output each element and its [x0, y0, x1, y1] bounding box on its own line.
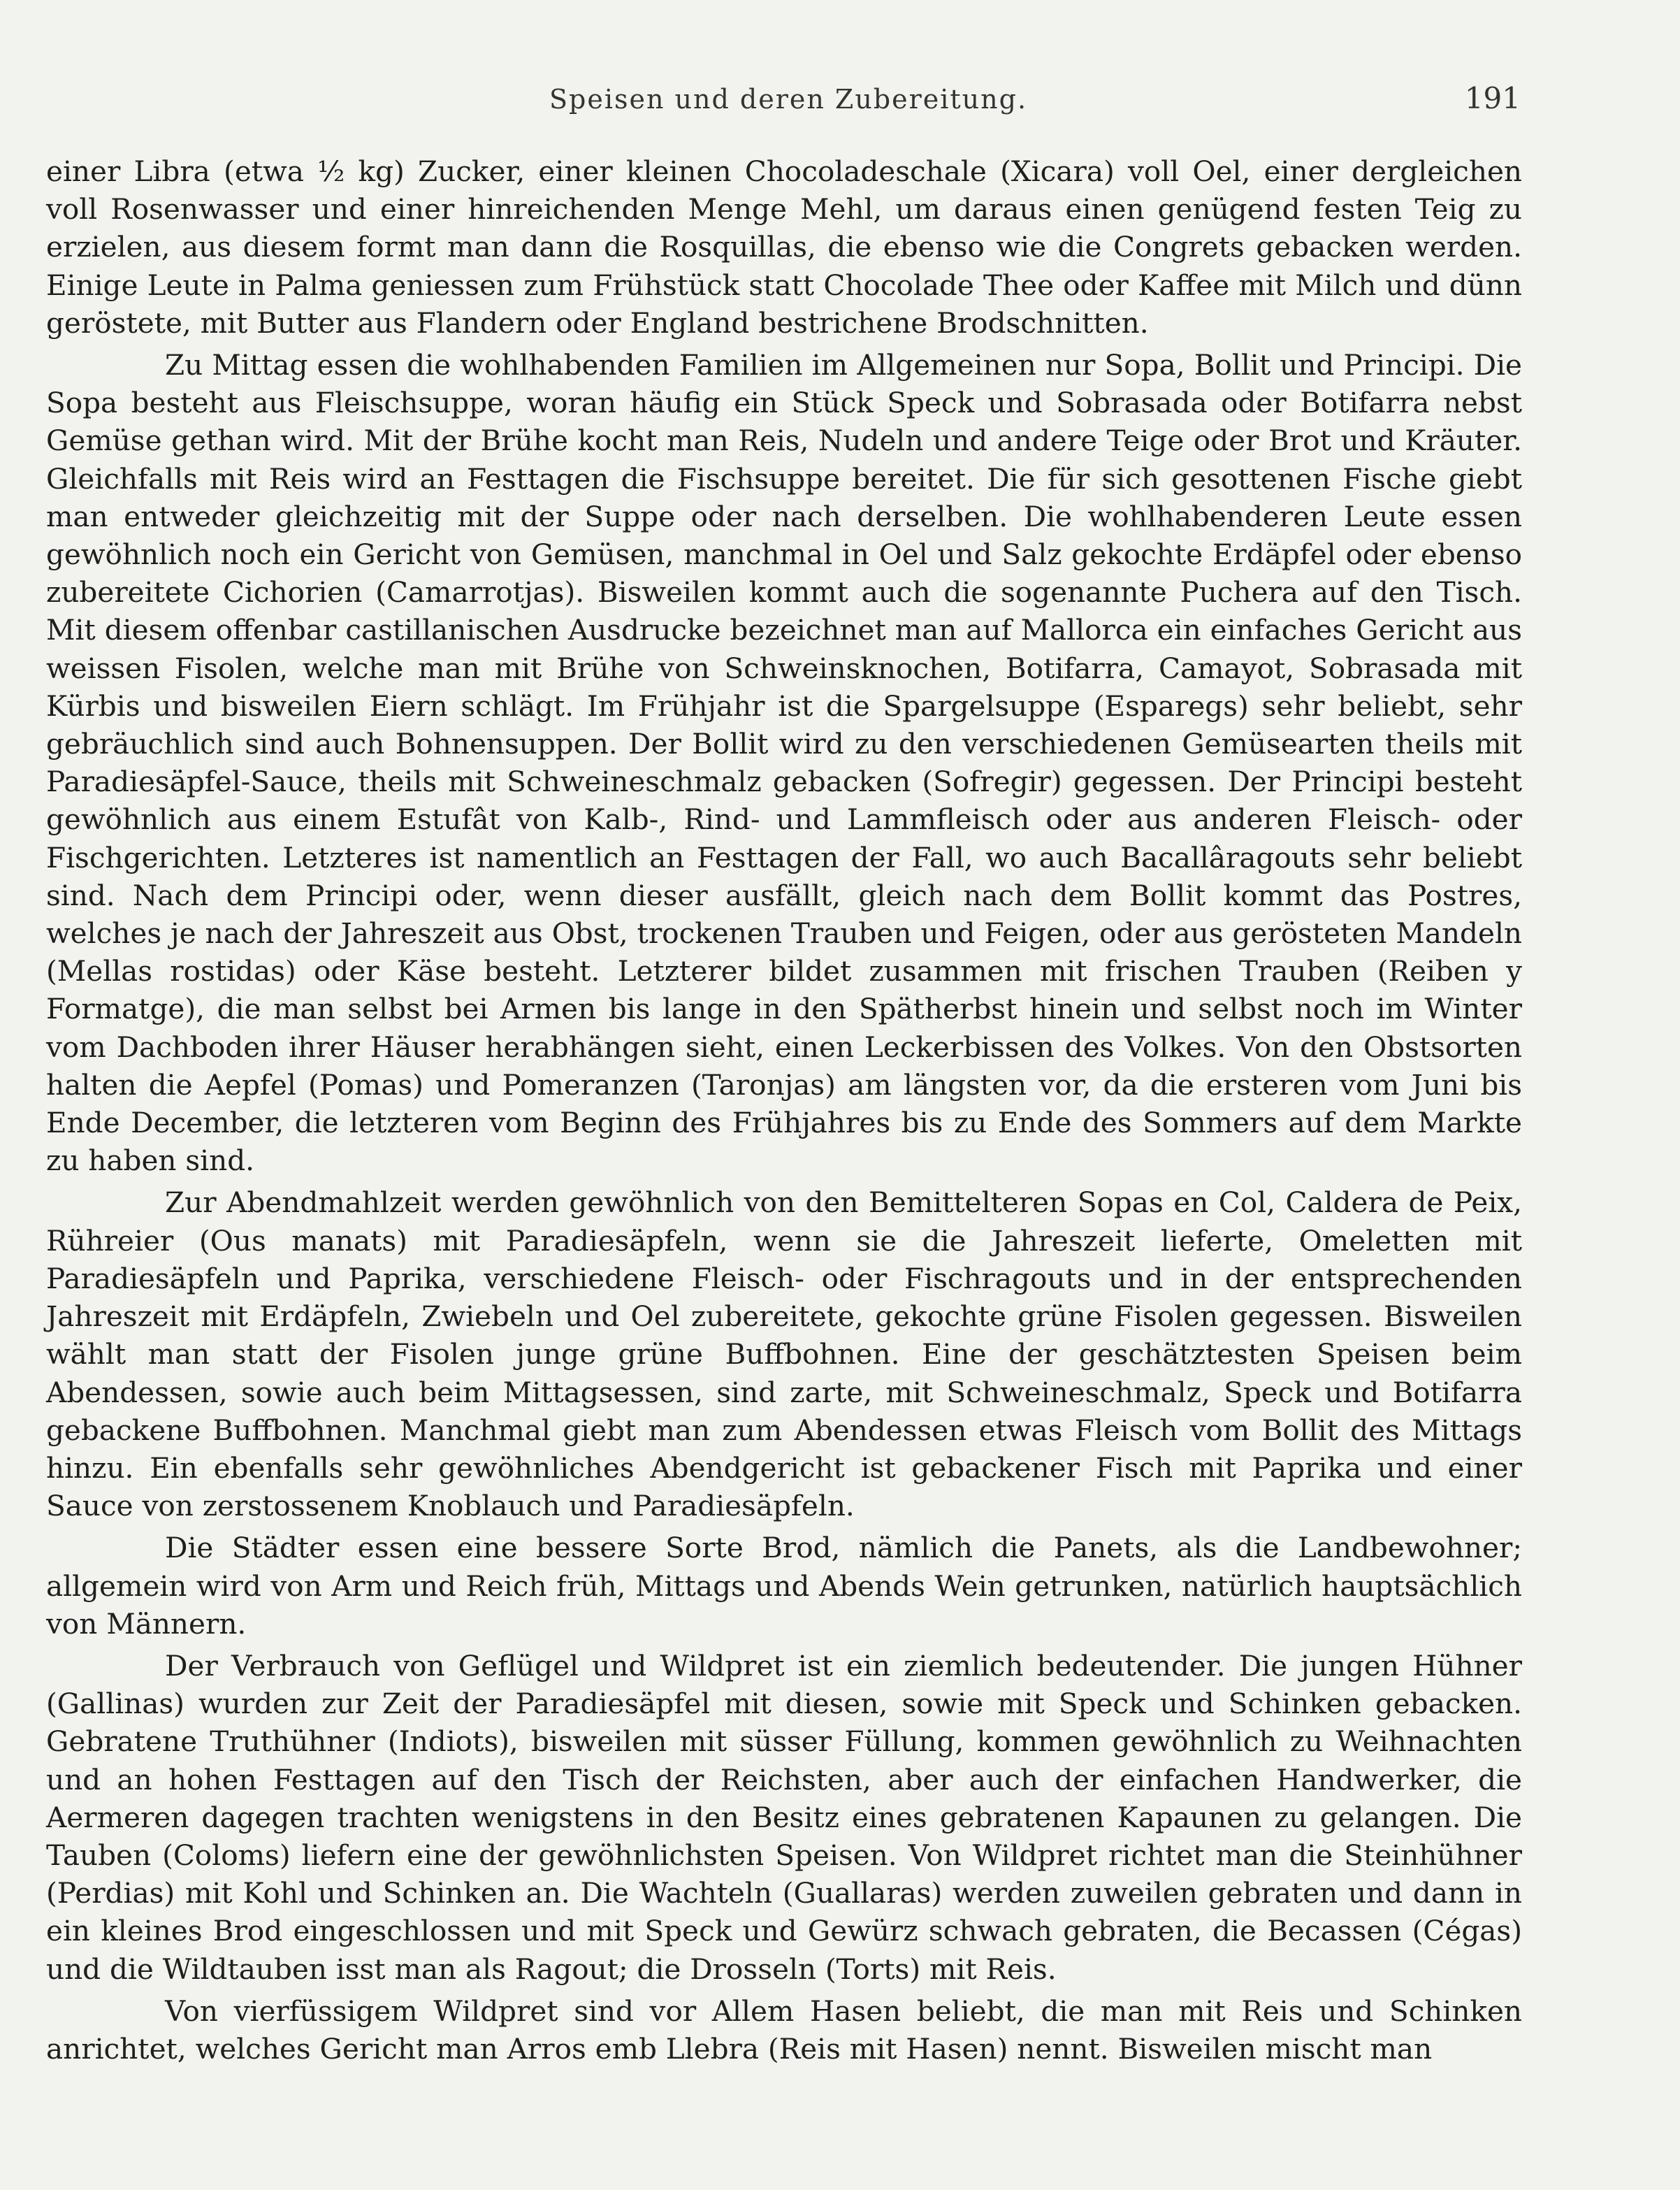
page-header — [46, 81, 1521, 126]
paragraph: Zu Mittag essen die wohlhabenden Familien im Allgemeinen nur Sopa, Bollit und Principi. Die Sopa besteht aus Fleischsuppe, woran häufig ein Stück Speck und Sobrasada oder Botifarra nebst Gemüse gethan wird. Mit der Brühe kocht man Reis, Nudeln und andere Teige oder Brot und Kräuter. Gleichfalls mit Reis wird an Festtagen die Fischsuppe bereitet. Die für sich gesottenen Fische giebt man entweder gleichzeitig mit der Suppe oder nach derselben. Die wohlhabenderen Leute essen gewöhnlich noch ein Gericht von Gemüsen, manchmal in Oel und Salz gekochte Erdäpfel oder ebenso zubereitete Cichorien (Camarrotjas). Bisweilen kommt auch die sogenannte Puchera auf den Tisch. Mit diesem offenbar castillanischen Ausdrucke bezeichnet man auf Mallorca ein einfaches Gericht aus weissen Fisolen, welche man mit Brühe von Schweinsknochen, Botifarra, Camayot, Sobrasada mit Kürbis und bisweilen Eiern schlägt. Im Frühjahr ist die Spargelsuppe (Esparegs) sehr beliebt, sehr gebräuchlich sind auch Bohnensuppen. Der Bollit wird zu den verschiedenen Gemüsearten theils mit Paradiesäpfel-Sauce, theils mit Schweineschmalz gebacken (Sofregir) gegessen. Der Principi besteht gewöhnlich aus einem Estufât von Kalb-, Rind- und Lammfleisch oder aus anderen Fleisch- oder Fischgerichten. Letzteres ist namentlich an Festtagen der Fall, wo auch Bacallâragouts sehr beliebt sind. Nach dem Principi oder, wenn dieser ausfällt, gleich nach dem Bollit kommt das Postres, welches je nach der Jahreszeit aus Obst, trockenen Trauben und Feigen, oder aus gerösteten Mandeln (Mellas rostidas) oder Käse besteht. Letzterer bildet zusammen mit frischen Trauben (Reiben y Formatge), die man selbst bei Armen bis lange in den Spätherbst hinein und selbst noch im Winter vom Dachboden ihrer Häuser herabhängen sieht, einen Leckerbissen des Volkes. Von den Obstsorten halten die Aepfel (Pomas) und Pomeranzen (Taronjas) am längsten vor, da die ersteren vom Juni bis Ende December, die letzteren vom Beginn des Frühjahres bis zu Ende des Sommers auf dem Markte zu haben sind. — [46, 348, 1522, 1178]
page-number: 191 — [1464, 81, 1521, 115]
paragraph: Der Verbrauch von Geflügel und Wildpret ist ein ziemlich bedeutender. Die jungen Hühner (Gallinas) wurden zur Zeit der Paradiesäpfel mit diesen, sowie mit Speck und Schinken gebacken. Gebratene Truthühner (Indiots), bisweilen mit süsser Füllung, kommen gewöhnlich zu Weihnachten und an hohen Festtagen auf den Tisch der Reichsten, aber auch der einfachen Handwerker, die Aermeren dagegen trachten wenigstens in den Besitz eines gebratenen Kapaunen zu gelangen. Die Tauben (Coloms) liefern eine der gewöhnlichsten Speisen. Von Wildpret richtet man die Steinhühner (Perdias) mit Kohl und Schinken an. Die Wachteln (Guallaras) werden zuweilen gebraten und dann in ein kleines Brod eingeschlossen und mit Speck und Gewürz schwach gebraten, die Becassen (Cégas) und die Wildtauben isst man als Ragout; die Drosseln (Torts) mit Reis. — [46, 1648, 1522, 1986]
paragraph: Zur Abendmahlzeit werden gewöhnlich von den Bemittelteren Sopas en Col, Caldera de Peix, Rühreier (Ous manats) mit Paradiesäpfeln, wenn sie die Jahreszeit lieferte, Omeletten mit Paradiesäpfeln und Paprika, verschiedene Fleisch- oder Fischragouts und in der entsprechenden Jahreszeit mit Erdäpfeln, Zwiebeln und Oel zubereitete, gekochte grüne Fisolen gegessen. Bisweilen wählt man statt der Fisolen junge grüne Buffbohnen. Eine der geschätztesten Speisen beim Abendessen, sowie auch beim Mittagsessen, sind zarte, mit Schweineschmalz, Speck und Botifarra gebackene Buffbohnen. Manchmal giebt man zum Abendessen etwas Fleisch vom Bollit des Mittags hinzu. Ein ebenfalls sehr gewöhnliches Abendgericht ist gebackener Fisch mit Paprika und einer Sauce von zerstossenem Knoblauch und Paradiesäpfeln. — [46, 1186, 1522, 1523]
body-text — [46, 152, 1522, 2072]
paragraph: Die Städter essen eine bessere Sorte Brod, nämlich die Panets, als die Landbewohner; allgemein wird von Arm und Reich früh, Mittags und Abends Wein getrunken, natürlich hauptsächlich von Männern. — [46, 1531, 1522, 1641]
running-title: Speisen und deren Zubereitung. — [549, 84, 1028, 115]
paragraph: einer Libra (etwa ½ kg) Zucker, einer kleinen Chocoladeschale (Xicara) voll Oel, einer dergleichen voll Rosenwasser und einer hinreichenden Menge Mehl, um daraus einen genügend festen Teig zu erzielen, aus diesem formt man dann die Rosquillas, die ebenso wie die Congrets gebacken werden. Einige Leute in Palma geniessen zum Frühstück statt Chocolade Thee oder Kaffee mit Milch und dünn geröstete, mit Butter aus Flandern oder England bestrichene Brodschnitten. — [46, 154, 1522, 340]
paragraph: Von vierfüssigem Wildpret sind vor Allem Hasen beliebt, die man mit Reis und Schinken anrichtet, welches Gericht man Arros emb Llebra (Reis mit Hasen) nennt. Bisweilen mischt man — [46, 1994, 1522, 2066]
